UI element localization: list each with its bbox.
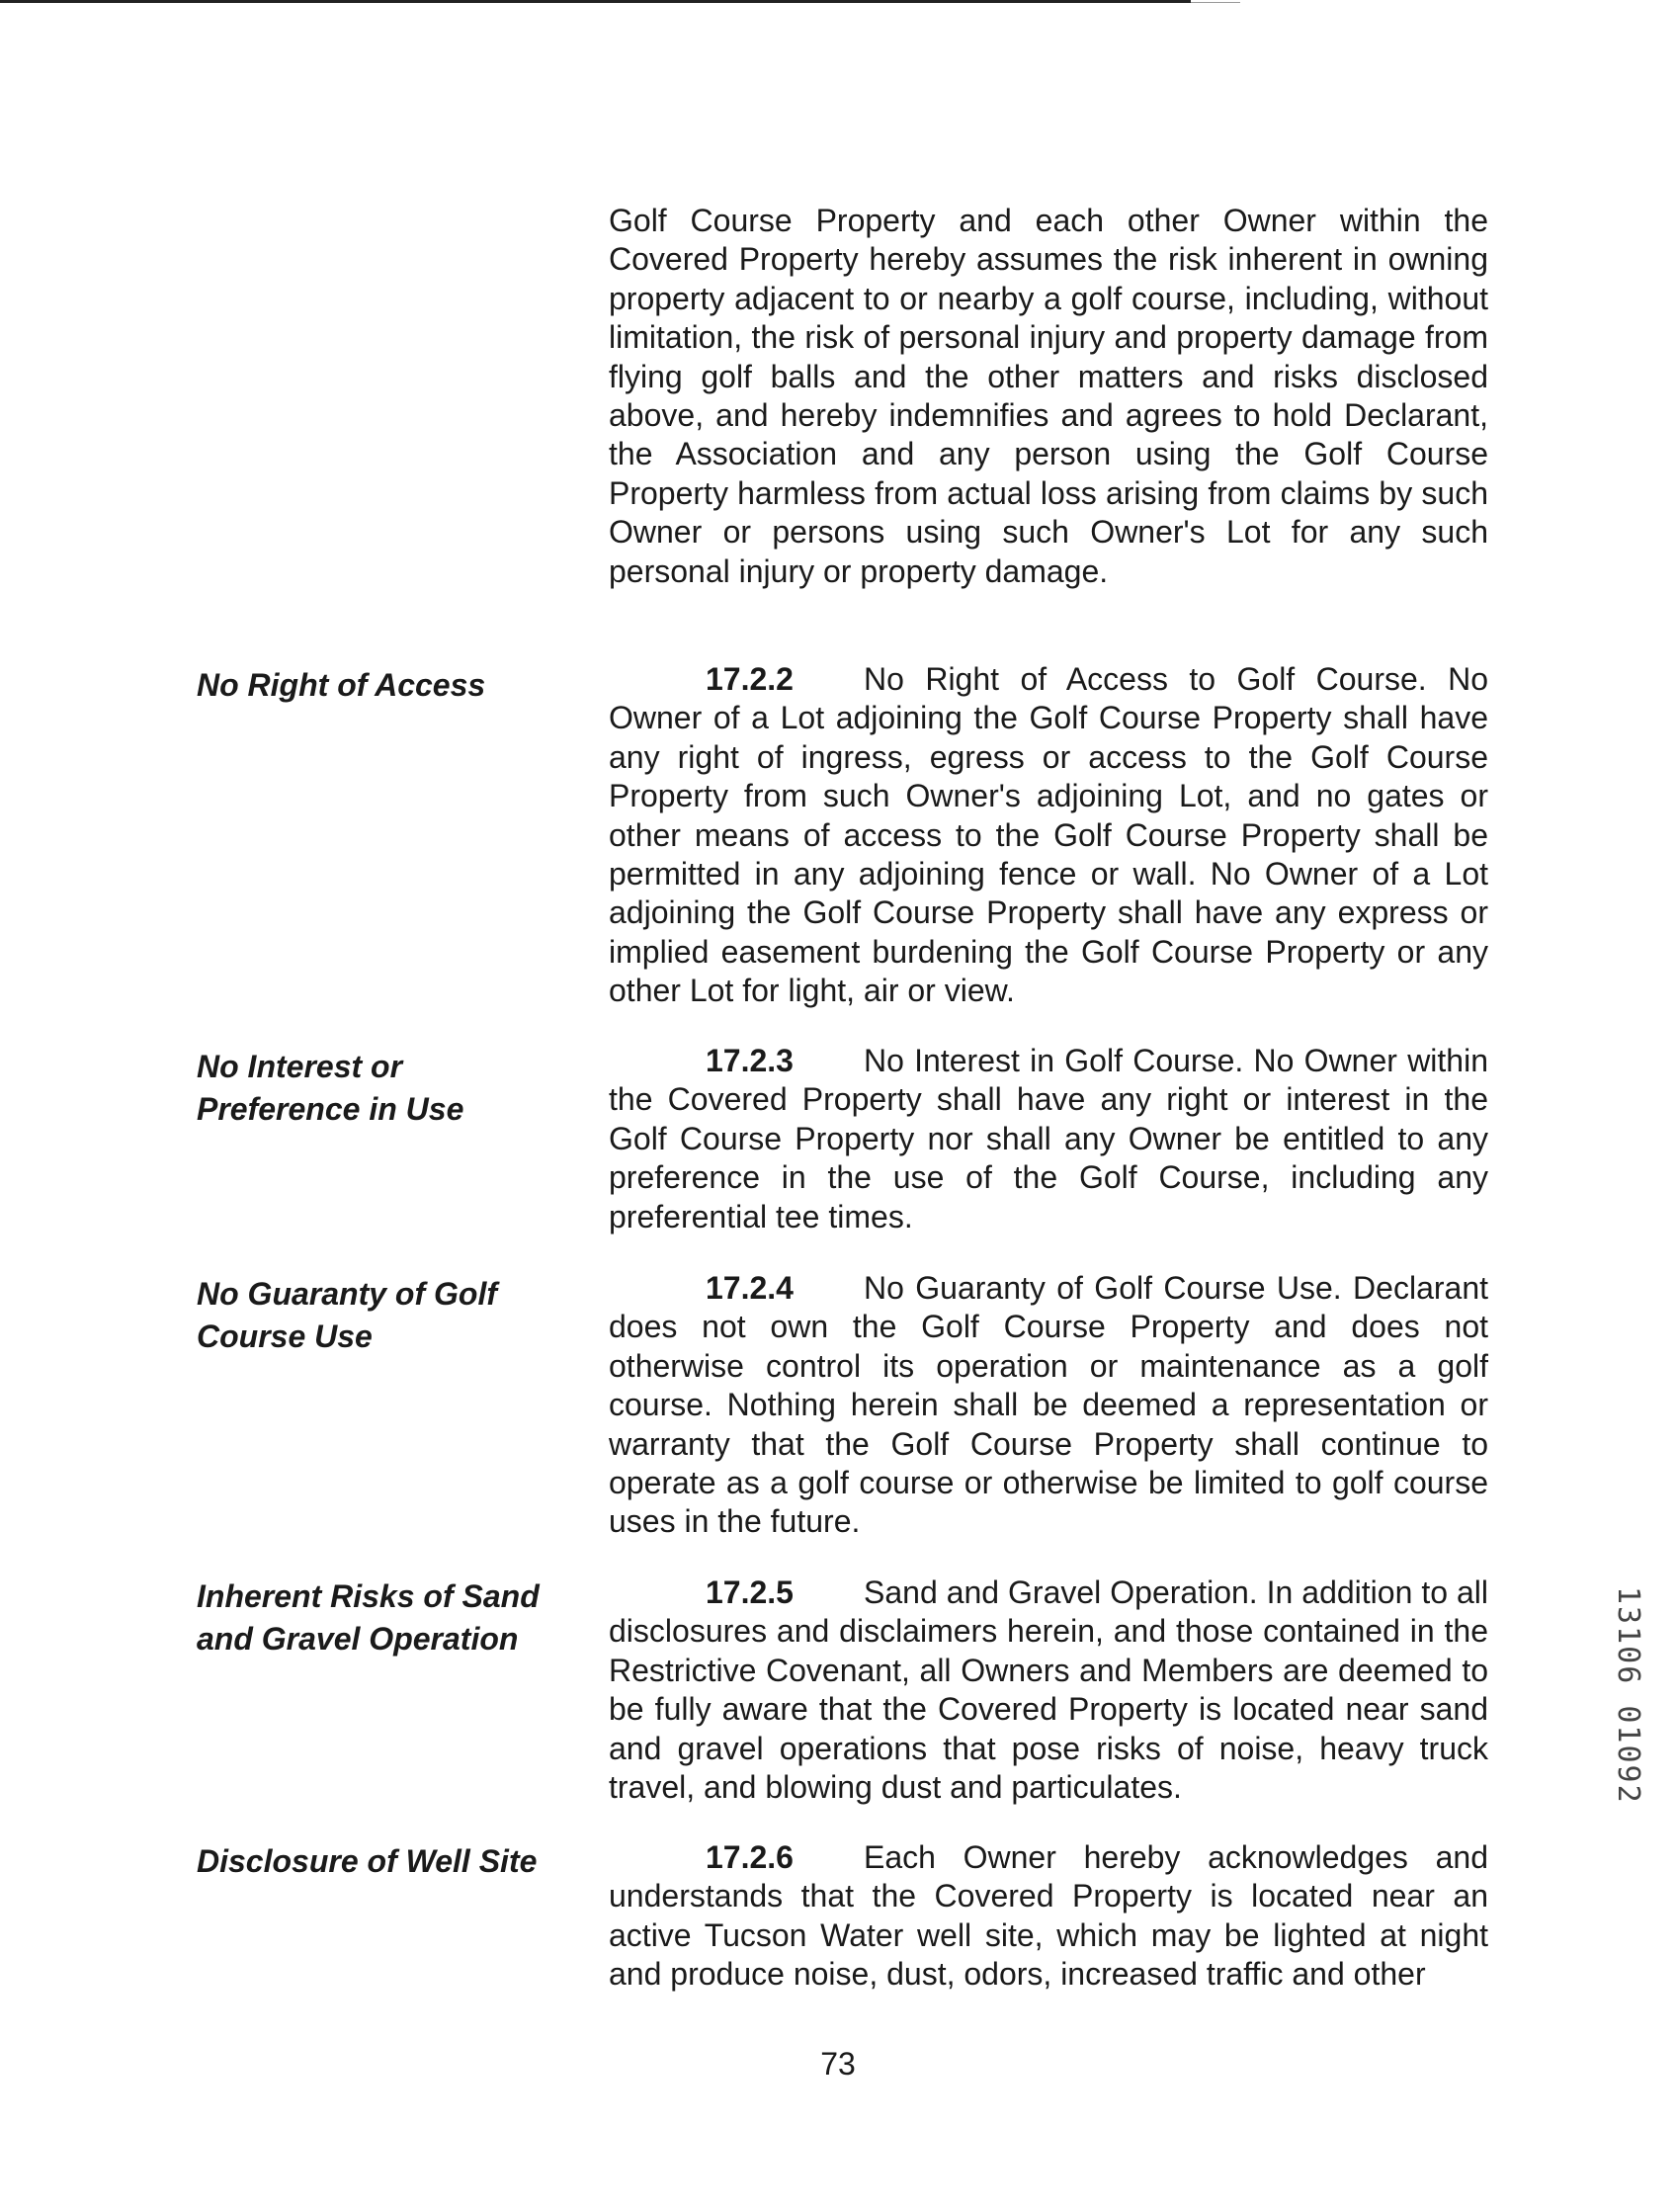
- section-number: 17.2.5: [706, 1574, 794, 1610]
- top-border-line: [0, 0, 1191, 3]
- side-heading-line: Disclosure of Well Site: [197, 1843, 538, 1879]
- section-17-2-2: [609, 660, 1488, 1011]
- section-17-2-5: [609, 1574, 1488, 1807]
- side-heading-line: No Guaranty of Golf: [197, 1276, 497, 1312]
- section-text: Each Owner hereby acknowledges and understands that the Covered Property is located near an active Tucson Water well site, which may be lighted at night and produce noise, dust, odors, increased traffic and other: [609, 1839, 1488, 1993]
- side-heading-line: and Gravel Operation: [197, 1621, 519, 1657]
- page-number: 73: [820, 2046, 856, 2082]
- recording-stamp: 13106 01092: [1611, 1586, 1645, 1805]
- side-heading-line: Inherent Risks of Sand: [197, 1578, 540, 1614]
- top-border-line-tail: [1191, 2, 1240, 3]
- section-text: No Interest in Golf Course. No Owner within the Covered Property shall have any right or interest in the Golf Course Property nor shall any Owner be entitled to any preference in the use of the Golf Course, including any preferential tee times.: [609, 1043, 1488, 1234]
- section-number: 17.2.6: [706, 1839, 794, 1875]
- side-heading-well-site: [197, 1840, 592, 1883]
- section-number: 17.2.2: [706, 661, 794, 697]
- side-heading-sand-gravel: [197, 1575, 592, 1660]
- side-heading-line: No Interest or: [197, 1049, 403, 1084]
- section-text: No Right of Access to Golf Course. No Owner of a Lot adjoining the Golf Course Property shall have any right of ingress, egress or access to the Golf Course Property from such Owner's adjoining Lot, and no gates or other means of access to the Golf Course Property shall be permitted in any adjoining fence or wall. No Owner of a Lot adjoining the Golf Course Property shall have any express or implied easement burdening the Golf Course Property or any other Lot for light, air or view.: [609, 661, 1488, 1009]
- section-17-2-6: [609, 1838, 1488, 1995]
- side-heading-no-guaranty: [197, 1273, 592, 1358]
- side-heading-no-right-of-access: [197, 664, 592, 707]
- side-heading-no-interest: [197, 1046, 592, 1131]
- side-heading-line: Preference in Use: [197, 1091, 464, 1127]
- section-17-2-4: [609, 1269, 1488, 1542]
- side-heading-line: No Right of Access: [197, 667, 486, 703]
- section-text: No Guaranty of Golf Course Use. Declarant does not own the Golf Course Property and does not otherwise control its operation or maintenance as a golf course. Nothing herein shall be deemed a representation or warranty that the Golf Course Property shall continue to operate as a golf course or otherwise be limited to golf course uses in the future.: [609, 1270, 1488, 1540]
- section-text: Sand and Gravel Operation. In addition to all disclosures and disclaimers herein, and those contained in the Restrictive Covenant, all Owners and Members are deemed to be fully aware that the Covered Property is located near sand and gravel operations that pose risks of noise, heavy truck travel, and blowing dust and particulates.: [609, 1574, 1488, 1806]
- section-number: 17.2.4: [706, 1270, 794, 1306]
- intro-paragraph: Golf Course Property and each other Owner within the Covered Property hereby assumes the risk inherent in owning property adjacent to or nearby a golf course, including, without limitation, the risk of personal injury and property damage from flying golf balls and the other matters and risks disclosed above, and hereby indemnifies and agrees to hold Declarant, the Association and any person using the Golf Course Property harmless from actual loss arising from claims by such Owner or persons using such Owner's Lot for any such personal injury or property damage.: [609, 203, 1488, 589]
- section-number: 17.2.3: [706, 1043, 794, 1078]
- side-heading-line: Course Use: [197, 1319, 373, 1354]
- section-17-2-3: [609, 1042, 1488, 1236]
